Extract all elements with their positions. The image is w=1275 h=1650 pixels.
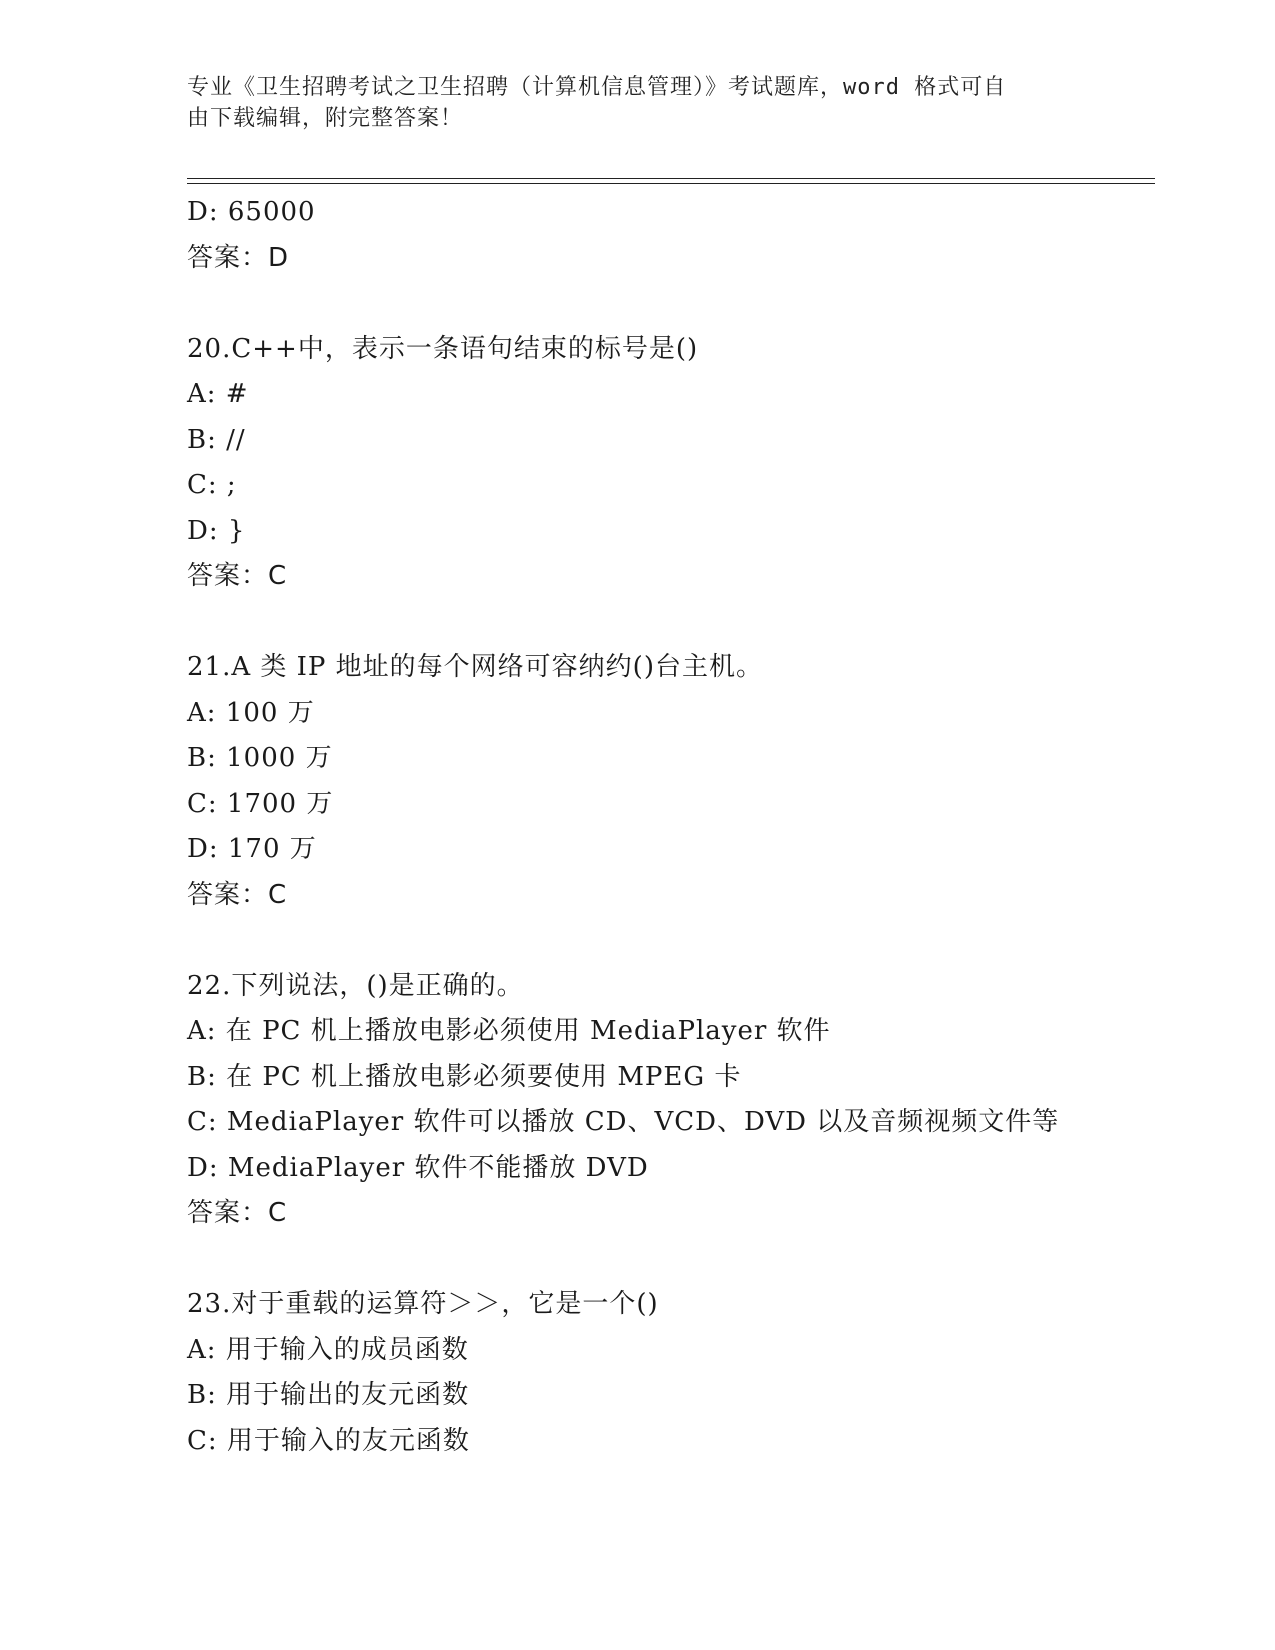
question-stem: 23.对于重载的运算符＞＞，它是一个() [187,1289,659,1319]
answer-line: 答案：C [187,561,288,591]
header-rule-top [187,178,1155,179]
answer-line: 答案：C [187,879,288,910]
option-b: B: // [187,424,246,455]
option-b: B: 用于输出的友元函数 [187,1380,470,1410]
question-21 [187,645,1187,918]
option-c: C: ; [187,470,237,500]
option-c: C: 用于输入的友元函数 [187,1425,470,1456]
question-stem: 21.A 类 IP 地址的每个网络可容纳约()台主机。 [187,652,763,682]
question-list [187,190,1187,1464]
option-d: D: 170 万 [187,834,317,864]
question-stem: 22.下列说法，()是正确的。 [187,970,524,1001]
question-20 [187,327,1187,600]
option-a: A: 在 PC 机上播放电影必须使用 MediaPlayer 软件 [187,1016,831,1046]
document-header [187,72,1067,134]
option-d: D: } [187,515,246,546]
header-rule-bottom [187,183,1155,184]
answer-line: 答案：D [187,242,290,273]
option-d: D: MediaPlayer 软件不能播放 DVD [187,1152,649,1183]
option-b: B: 在 PC 机上播放电影必须要使用 MPEG 卡 [187,1061,742,1092]
option-c: C: 1700 万 [187,788,334,819]
option-d: D: 65000 [187,197,316,227]
answer-line: 答案：C [187,1198,288,1228]
option-b: B: 1000 万 [187,743,333,773]
option-c: C: MediaPlayer 软件可以播放 CD、VCD、DVD 以及音频视频文件等 [187,1107,1060,1137]
option-a: A: 用于输入的成员函数 [187,1334,469,1365]
question-23 [187,1282,1187,1464]
header-line-2: 由下载编辑，附完整答案！ [187,106,464,131]
header-line-1: 专业《卫生招聘考试之卫生招聘（计算机信息管理）》考试题库，word 格式可自 [187,75,1007,100]
question-stem: 20.C++中，表示一条语句结束的标号是() [187,333,699,364]
option-a: A: # [187,379,249,409]
option-a: A: 100 万 [187,697,315,728]
question-22 [187,964,1187,1237]
